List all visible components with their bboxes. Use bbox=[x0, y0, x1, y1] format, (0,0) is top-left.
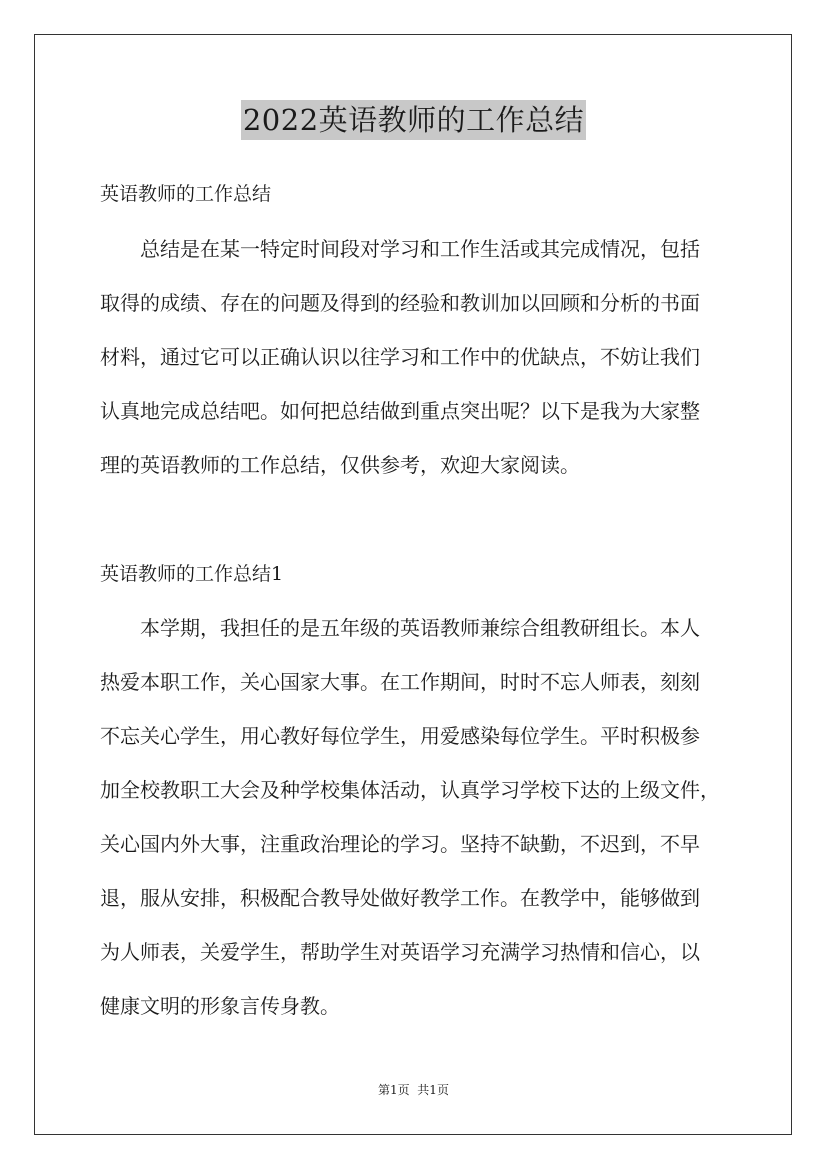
paragraph-line: 热爱本职工作，关心国家大事。在工作期间，时时不忘人师表，刻刻 bbox=[100, 670, 700, 694]
intro-paragraph bbox=[100, 222, 740, 492]
paragraph-line: 加全校教职工大会及种学校集体活动，认真学习学校下达的上级文件， bbox=[100, 778, 720, 802]
paragraph-line: 退，服从安排，积极配合教导处做好教学工作。在教学中，能够做到 bbox=[100, 886, 700, 910]
document-title: 2022英语教师的工作总结 bbox=[241, 100, 586, 140]
section1-paragraph bbox=[100, 601, 740, 1033]
paragraph-line: 理的英语教师的工作总结，仅供参考，欢迎大家阅读。 bbox=[100, 453, 580, 477]
paragraph-line: 总结是在某一特定时间段对学习和工作生活或其完成情况，包括 bbox=[140, 237, 700, 261]
paragraph-line: 不忘关心学生，用心教好每位学生，用爱感染每位学生。平时积极参 bbox=[100, 724, 700, 748]
paragraph-line: 健康文明的形象言传身教。 bbox=[100, 994, 340, 1018]
section-heading: 英语教师的工作总结 bbox=[100, 183, 272, 205]
paragraph-line: 认真地完成总结吧。如何把总结做到重点突出呢？以下是我为大家整 bbox=[100, 399, 700, 423]
section1-heading: 英语教师的工作总结1 bbox=[100, 563, 284, 585]
paragraph-line: 材料，通过它可以正确认识以往学习和工作中的优缺点，不妨让我们 bbox=[100, 345, 700, 369]
page-number: 第1页 共1页 bbox=[378, 1083, 449, 1097]
paragraph-line: 取得的成绩、存在的问题及得到的经验和教训加以回顾和分析的书面 bbox=[100, 291, 700, 315]
page-footer bbox=[0, 1082, 827, 1098]
paragraph-line: 本学期，我担任的是五年级的英语教师兼综合组教研组长。本人 bbox=[140, 616, 700, 640]
title-container bbox=[0, 100, 827, 140]
paragraph-line: 为人师表，关爱学生，帮助学生对英语学习充满学习热情和信心，以 bbox=[100, 940, 700, 964]
paragraph-line: 关心国内外大事，注重政治理论的学习。坚持不缺勤，不迟到，不早 bbox=[100, 832, 700, 856]
